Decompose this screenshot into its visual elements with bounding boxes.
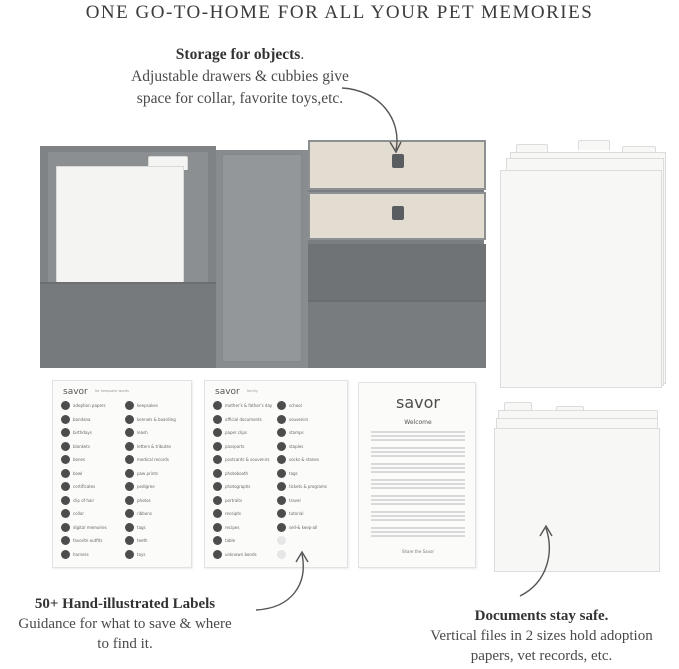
sheet-subtitle: family <box>247 389 258 393</box>
label-item <box>213 550 257 559</box>
vertical-files-large <box>500 140 668 388</box>
label-illustration-icon <box>213 496 222 505</box>
caption-labels <box>0 594 250 654</box>
label-text: portraits <box>225 497 243 503</box>
arrow-to-drawers-icon <box>330 80 420 160</box>
label-illustration-icon <box>61 509 70 518</box>
label-illustration-icon <box>125 428 134 437</box>
label-item <box>125 455 169 464</box>
label-illustration-icon <box>125 482 134 491</box>
sheet-subtitle: for keepsake words <box>95 389 129 393</box>
label-item <box>125 509 152 518</box>
label-illustration-icon <box>61 523 70 532</box>
welcome-text-line <box>371 527 465 529</box>
label-illustration-icon <box>213 442 222 451</box>
drawer-handle-icon <box>392 206 404 220</box>
welcome-logo: savor <box>396 393 440 412</box>
box-left-pocket <box>40 282 216 368</box>
label-illustration-icon <box>61 428 70 437</box>
drawer-bottom <box>308 192 486 240</box>
label-illustration-icon <box>277 496 286 505</box>
label-text: medical records <box>137 457 169 462</box>
label-illustration-icon <box>125 496 134 505</box>
label-illustration-icon <box>213 550 222 559</box>
label-illustration-icon <box>277 469 286 478</box>
label-illustration-icon <box>213 536 222 545</box>
label-text: paper clips <box>225 430 247 435</box>
label-text: bowl <box>73 470 83 476</box>
label-text: tickets & programs <box>289 484 327 489</box>
label-illustration-icon <box>125 415 134 424</box>
label-text: tags <box>137 524 146 530</box>
label-text: bandana <box>73 416 91 422</box>
label-text: tutorial <box>289 511 304 516</box>
label-illustration-icon <box>213 415 222 424</box>
label-text: pedigree <box>137 484 155 489</box>
label-illustration-icon <box>61 442 70 451</box>
box-middle-inner <box>222 154 302 362</box>
label-text: paw prints <box>137 470 159 476</box>
label-item <box>213 536 235 545</box>
label-text: photos <box>137 497 151 503</box>
label-illustration-icon <box>61 401 70 410</box>
label-text: school <box>289 403 302 408</box>
label-illustration-icon <box>125 455 134 464</box>
label-item <box>61 401 106 410</box>
welcome-text-line <box>371 487 465 489</box>
label-illustration-icon <box>61 550 70 559</box>
label-text: socks & stones <box>289 457 319 462</box>
welcome-text-line <box>371 431 465 433</box>
label-item <box>125 482 155 491</box>
label-illustration-icon <box>125 401 134 410</box>
label-item <box>125 469 158 478</box>
label-illustration-icon <box>125 442 134 451</box>
label-item <box>213 428 247 437</box>
box-left-panel <box>40 146 216 368</box>
label-item <box>125 442 171 451</box>
label-illustration-icon <box>61 496 70 505</box>
label-text: bones <box>73 457 86 462</box>
label-text: postcards & souvenirs <box>225 457 270 462</box>
caption-documents <box>404 606 679 666</box>
label-text: digital memories <box>73 524 107 530</box>
label-illustration-icon <box>277 523 286 532</box>
box-right-panel <box>308 140 484 368</box>
label-item <box>277 442 303 451</box>
label-item <box>277 401 302 410</box>
label-text: staples <box>289 443 304 449</box>
label-item <box>61 482 95 491</box>
label-illustration-icon <box>277 415 286 424</box>
label-sheet-family <box>204 380 348 568</box>
label-text: harness <box>73 551 89 557</box>
welcome-footer: Share the Savor <box>401 549 435 554</box>
welcome-text-line <box>371 439 465 441</box>
label-illustration-icon <box>61 469 70 478</box>
caption-storage-line1: Adjustable drawers & cubbies give <box>131 68 349 85</box>
label-item <box>213 401 272 410</box>
welcome-text-line <box>371 447 465 449</box>
label-illustration-icon <box>277 428 286 437</box>
label-text: official documents <box>225 416 262 422</box>
label-text: souvenirs <box>289 416 309 422</box>
label-text: photographs <box>225 484 251 489</box>
caption-documents-line1: Vertical files in 2 sizes hold adoption <box>430 628 653 644</box>
arrow-to-files-icon <box>510 522 580 602</box>
welcome-text-line <box>371 435 465 437</box>
label-text: clip of hair <box>73 497 95 503</box>
label-item <box>125 415 176 424</box>
label-text: leash <box>137 430 148 435</box>
label-illustration-icon <box>125 523 134 532</box>
label-item <box>277 482 327 491</box>
welcome-text-line <box>371 467 465 469</box>
caption-storage-line2: space for collar, favorite toys,etc. <box>136 90 344 107</box>
label-illustration-icon <box>125 550 134 559</box>
label-text: adoption papers <box>73 403 106 408</box>
welcome-text-line <box>371 463 465 465</box>
label-item <box>213 509 241 518</box>
label-text: travel <box>289 497 301 503</box>
caption-storage-title: Storage for objects <box>175 46 301 63</box>
caption-labels-line2: to find it. <box>97 636 153 652</box>
label-sheet-keepsakes <box>52 380 192 568</box>
caption-labels-line1: Guidance for what to save & where <box>18 616 232 632</box>
label-illustration-icon <box>213 455 222 464</box>
label-text: table <box>225 538 236 543</box>
caption-documents-title: Documents stay safe. <box>474 608 609 624</box>
label-item <box>125 496 151 505</box>
arrow-to-labels-icon <box>252 548 332 618</box>
file-folder <box>500 170 662 388</box>
label-text: receipts <box>225 511 241 516</box>
label-item <box>61 442 90 451</box>
label-illustration-icon <box>277 482 286 491</box>
label-illustration-icon <box>277 442 286 451</box>
label-text: passports <box>225 443 245 449</box>
label-text: stamps <box>289 430 304 435</box>
sheet-logo: savor <box>215 387 240 397</box>
label-illustration-icon <box>61 536 70 545</box>
label-text: ribbons <box>137 511 152 516</box>
cubby <box>308 244 486 300</box>
welcome-text-line <box>371 451 465 453</box>
label-item <box>277 496 301 505</box>
welcome-text-line <box>371 535 465 537</box>
file-tab <box>578 140 610 150</box>
label-illustration-icon <box>213 482 222 491</box>
label-text: birthdays <box>73 430 92 435</box>
label-illustration-icon <box>125 509 134 518</box>
label-item <box>213 523 239 532</box>
label-item <box>213 442 244 451</box>
label-item <box>61 496 94 505</box>
label-text: blankets <box>73 443 90 449</box>
label-item <box>61 536 102 545</box>
label-item <box>277 509 303 518</box>
welcome-text-line <box>371 471 465 473</box>
welcome-text-line <box>371 479 465 481</box>
welcome-text-line <box>371 519 465 521</box>
label-item <box>61 509 84 518</box>
welcome-sheet <box>358 382 476 568</box>
label-item <box>125 401 158 410</box>
label-item <box>277 455 319 464</box>
label-illustration-icon <box>213 523 222 532</box>
welcome-text-line <box>371 483 465 485</box>
label-text: unknown bonds <box>225 551 257 557</box>
label-text: favorite outfits <box>73 538 103 543</box>
welcome-title: Welcome <box>404 419 432 426</box>
welcome-text-line <box>371 499 465 501</box>
label-item <box>277 469 298 478</box>
caption-storage-title-suffix: . <box>300 46 305 63</box>
welcome-text-line <box>371 495 465 497</box>
label-text: teeth <box>137 538 148 543</box>
label-illustration-icon <box>125 536 134 545</box>
label-item <box>277 415 308 424</box>
welcome-text-line <box>371 503 465 505</box>
label-item <box>125 550 145 559</box>
label-text: collar <box>73 511 84 516</box>
label-item <box>213 415 262 424</box>
label-item <box>61 523 107 532</box>
label-illustration-icon <box>61 455 70 464</box>
label-item <box>277 536 289 545</box>
label-illustration-icon <box>61 415 70 424</box>
label-item <box>61 469 82 478</box>
label-text: tags <box>289 470 298 476</box>
sheet-logo: savor <box>63 387 88 397</box>
label-item <box>61 550 89 559</box>
headline: ONE GO-TO-HOME FOR ALL YOUR PET MEMORIES <box>85 2 594 23</box>
label-illustration-icon <box>213 509 222 518</box>
label-text: mother's & father's day <box>225 403 273 408</box>
label-item <box>125 428 148 437</box>
label-illustration-icon <box>277 455 286 464</box>
label-illustration-icon <box>277 536 286 545</box>
caption-labels-title: 50+ Hand-illustrated Labels <box>34 596 216 612</box>
label-illustration-icon <box>125 469 134 478</box>
label-illustration-icon <box>213 469 222 478</box>
label-illustration-icon <box>213 428 222 437</box>
label-item <box>277 523 317 532</box>
label-item <box>213 482 250 491</box>
label-text: photobooth <box>225 470 249 476</box>
label-text: kennels & boarding <box>137 416 176 422</box>
label-item <box>277 428 304 437</box>
label-item <box>213 496 242 505</box>
label-text: letters & tributes <box>137 443 172 449</box>
label-item <box>213 455 269 464</box>
welcome-text-line <box>371 531 465 533</box>
label-text: sell-& keep-all <box>289 524 318 530</box>
caption-documents-line2: papers, vet records, etc. <box>470 648 613 664</box>
label-text: recipes <box>225 524 240 530</box>
box-middle-panel <box>216 150 308 368</box>
label-item <box>125 536 148 545</box>
label-item <box>61 415 91 424</box>
cubby-front <box>308 300 486 368</box>
label-item <box>125 523 146 532</box>
welcome-text-line <box>371 511 465 513</box>
welcome-text-line <box>371 515 465 517</box>
label-illustration-icon <box>277 401 286 410</box>
label-text: certificates <box>73 484 96 489</box>
label-text: keepsakes <box>137 403 158 408</box>
label-illustration-icon <box>61 482 70 491</box>
welcome-text-line <box>371 455 465 457</box>
label-item <box>213 469 248 478</box>
label-item <box>61 455 85 464</box>
label-illustration-icon <box>213 401 222 410</box>
label-text: toys <box>137 551 146 557</box>
label-item <box>61 428 92 437</box>
label-illustration-icon <box>277 509 286 518</box>
